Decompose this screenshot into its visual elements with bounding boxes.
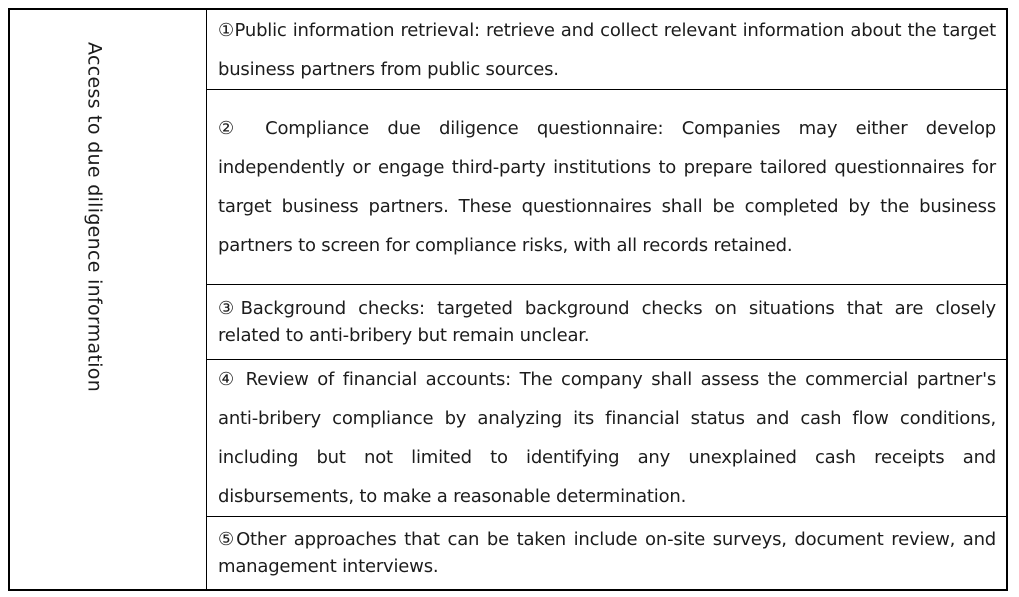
table-row-public-information (207, 10, 1006, 90)
vertical-header-label: Access to due diligence information (83, 42, 106, 393)
item-text: Compliance due diligence questionnaire: Companies may either develop independently or engage third-party institutions to prepare tailored questionnaires for target business partners. These questionnaires shall be completed by the business partners to screen for compliance risks, with all records retained. (218, 118, 997, 256)
item-number: ② (218, 118, 247, 139)
item-number: ⑤ (218, 529, 237, 550)
row-paragraph (218, 295, 996, 349)
item-number: ① (218, 19, 235, 41)
table-row-financial-accounts (207, 360, 1006, 517)
table-row-questionnaire (207, 90, 1006, 285)
item-text: Public information retrieval: retrieve and collect relevant information about the target business partners from public sources. (218, 19, 997, 80)
item-text: Review of financial accounts: The company shall assess the commercial partner's anti-bribery compliance by analyzing its financial status and cash flow conditions, including but not limited to identifying any unexplained cash receipts and disbursements, to make a reasonable determination. (218, 369, 997, 507)
item-number: ③ (218, 298, 241, 319)
table-row-background-checks (207, 285, 1006, 360)
table-body (207, 10, 1006, 589)
item-text: Other approaches that can be taken include on-site surveys, document review, and management interviews. (218, 529, 997, 577)
table-row-other-approaches (207, 517, 1006, 589)
row-paragraph (218, 109, 996, 265)
row-paragraph (218, 360, 996, 516)
item-number: ④ (218, 369, 238, 390)
row-paragraph (218, 11, 996, 89)
row-header-cell (10, 10, 207, 589)
item-text: Background checks: targeted background checks on situations that are closely related to anti-bribery but remain unclear. (218, 298, 996, 346)
row-paragraph (218, 526, 996, 580)
due-diligence-table (8, 8, 1008, 591)
